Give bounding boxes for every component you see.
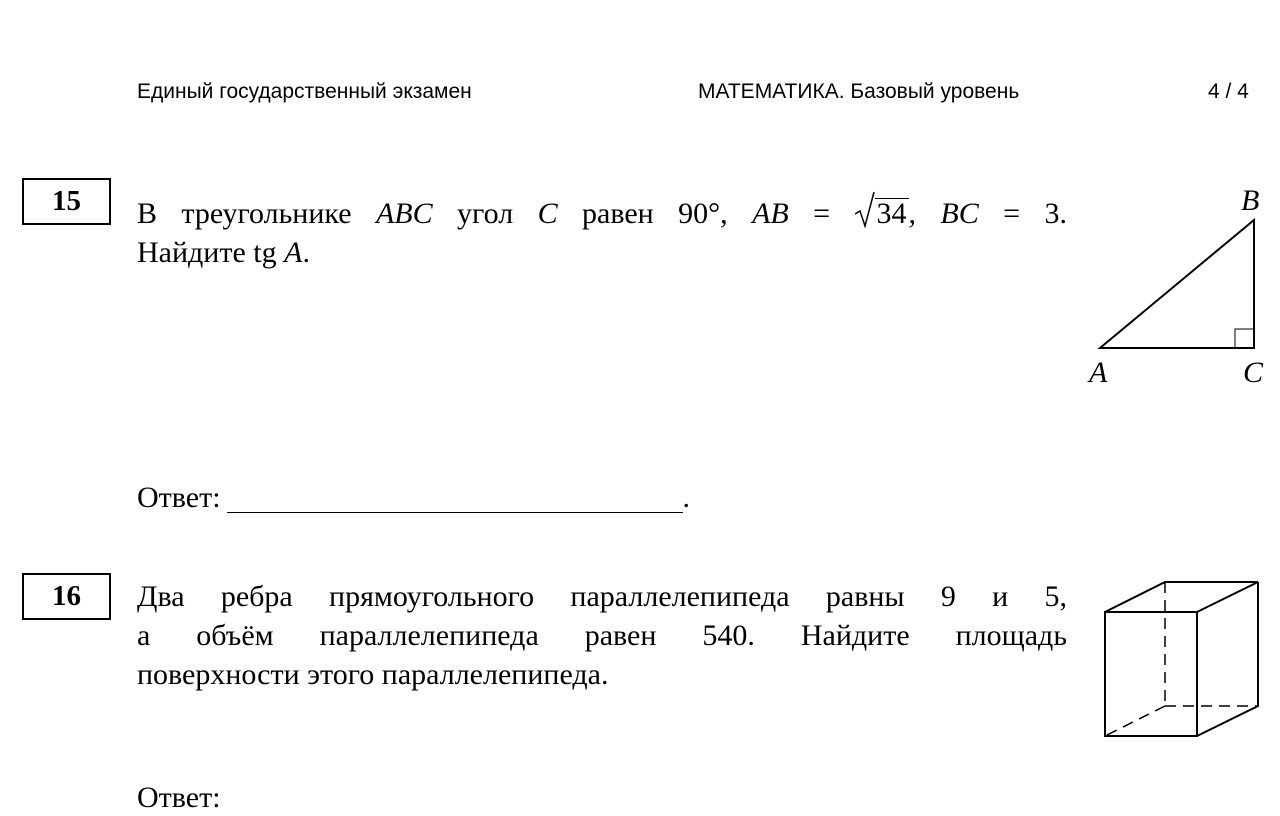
task-16-line-3: поверхности этого параллелепипеда. [137,658,609,691]
task-16-number: 16 [22,573,111,620]
right-angle-mark [1235,329,1254,348]
triangle-shape [1100,220,1254,348]
header-page-number: 4 / 4 [1208,80,1249,103]
triangle-figure [1080,180,1270,400]
task-15-line-2: Найдите tg A. [137,236,310,269]
task-16-text [137,577,1067,694]
answer-label: Ответ: [137,481,221,514]
box-top-edges [1105,582,1258,612]
task-16-line-2: а объём параллелепипеда равен 540. Найдите площадь [137,619,1067,652]
task-16-answer-row [137,780,221,816]
hidden-edge-diagonal [1105,706,1165,736]
sqrt-symbol: 34 [855,194,909,233]
task-15-text [137,194,1067,272]
header-exam-title: Единый государственный экзамен [137,80,472,103]
parallelepiped-figure [1100,578,1265,743]
task-15-answer-row: Ответ: . [137,481,691,514]
answer-field[interactable] [227,484,683,513]
radical-sign-icon [855,190,875,228]
task-15-number: 15 [22,178,111,225]
task-15-line-1: В треугольнике ABC угол C равен 90°, AB = 34, BC = 3. [137,194,1067,233]
task-16-line-1: Два ребра прямоугольного параллелепипеда равны 9 и 5, [137,580,1067,613]
vertex-label-a: A [1089,356,1108,389]
header-subject: МАТЕМАТИКА. Базовый уровень [698,80,1020,103]
vertex-label-c: C [1243,356,1264,389]
box-right-edges [1197,582,1258,736]
vertex-label-b: B [1241,184,1260,217]
answer-label: Ответ: [137,781,221,814]
box-front-face [1105,612,1197,736]
